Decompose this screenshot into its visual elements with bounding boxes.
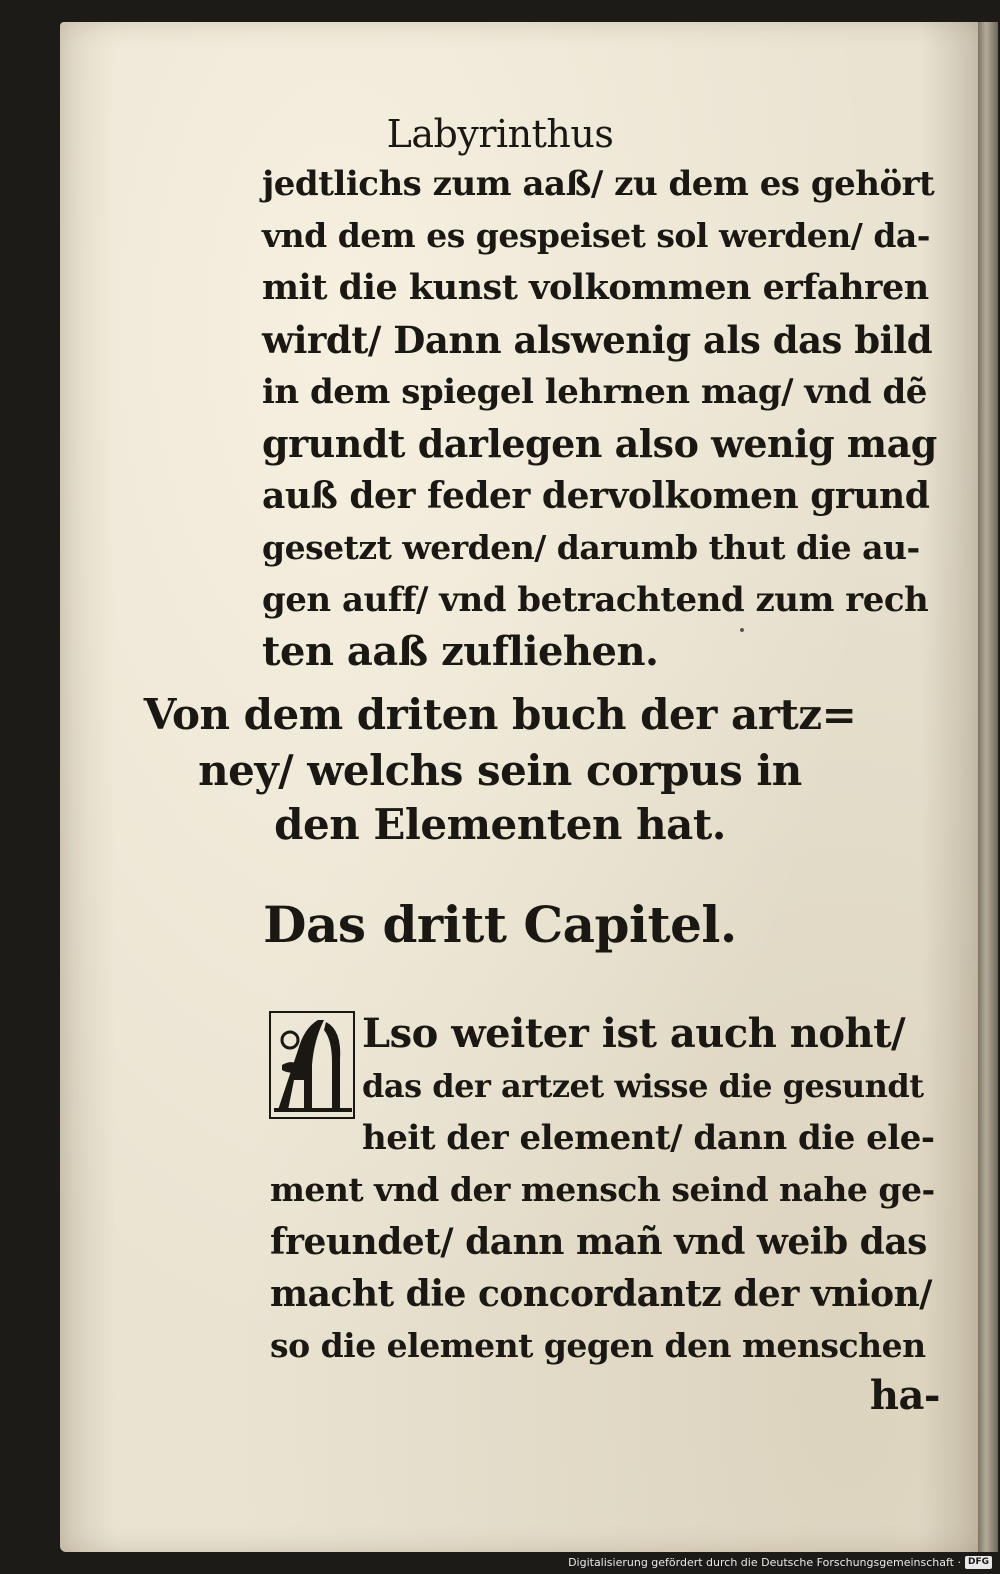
- dfg-logo: DFG: [965, 1556, 992, 1569]
- text-line: ten aaß zufliehen.: [262, 628, 659, 675]
- text-line: freundet/ dann mañ vnd weib das: [270, 1221, 927, 1263]
- text-line: jedtlichs zum aaß/ zu dem es gehört: [262, 164, 935, 204]
- text-line: mit die kunst volkommen erfahren: [262, 267, 929, 308]
- drop-cap-a-icon: [268, 1010, 356, 1120]
- text-line: ment vnd der mensch seind nahe ge-: [270, 1170, 935, 1209]
- text-line: wirdt/ Dann alswenig als das bild: [262, 318, 933, 362]
- text-line: auß der feder dervolkomen grund: [262, 475, 930, 517]
- text-line: grundt darlegen also wenig mag: [262, 421, 937, 466]
- text-line: in dem spiegel lehrnen mag/ vnd dẽ: [262, 372, 927, 412]
- ink-speck: [740, 628, 744, 632]
- text-line: so die element gegen den menschen: [270, 1326, 926, 1365]
- text-line: vnd dem es gespeiset sol werden/ da-: [262, 216, 930, 255]
- chapter-title: Das dritt Capitel.: [263, 895, 737, 954]
- digitization-footer: [568, 1554, 992, 1570]
- running-head: Labyrinthus: [386, 112, 614, 156]
- text-line: gen auff/ vnd betrachtend zum rech: [262, 580, 929, 620]
- text-line: gesetzt werden/ darumb thut die au-: [262, 528, 920, 567]
- section-heading-line: ney/ welchs sein corpus in: [198, 746, 802, 795]
- section-heading-line: den Elementen hat.: [274, 800, 726, 849]
- text-line: das der artzet wisse die gesundt: [362, 1067, 924, 1105]
- footer-text: Digitalisierung gefördert durch die Deutsche Forschungsgemeinschaft ·: [568, 1555, 961, 1569]
- text-line: heit der element/ dann die ele-: [362, 1118, 935, 1158]
- text-line: Lso weiter ist auch noht/: [362, 1010, 906, 1057]
- section-heading-line: Von dem driten buch der artz=: [143, 690, 857, 739]
- catchword: ha-: [869, 1372, 940, 1419]
- text-line: macht die concordantz der vnion/: [270, 1273, 932, 1315]
